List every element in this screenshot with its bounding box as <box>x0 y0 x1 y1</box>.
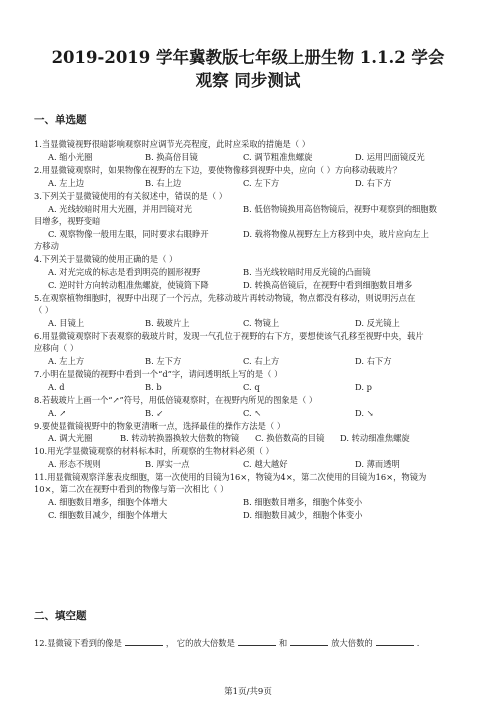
q12-text-end: . <box>416 638 420 648</box>
answer-option[interactable]: C. 物镜上 <box>243 318 280 328</box>
document-title-line1: 2019-2019 学年冀教版七年级上册生物 1.1.2 学会 <box>51 48 445 67</box>
q12-blank-1[interactable] <box>125 636 163 646</box>
answer-option[interactable]: D. ↘ <box>355 408 374 418</box>
answer-option[interactable]: C. 调节粗准焦螺旋 <box>243 152 313 162</box>
question-line: 10×，第二次在视野中看到的物像与第一次相比（ ） <box>34 484 229 494</box>
answer-option[interactable]: D. 运用凹面镜反光 <box>355 152 425 162</box>
q12-blank-3[interactable] <box>290 636 328 646</box>
answer-option[interactable]: B. b <box>145 382 162 392</box>
q12-text-2: ， 它的放大倍数是 <box>165 638 235 648</box>
answer-option[interactable]: C. 换倍数高的目镜 <box>255 433 325 443</box>
question-line: 7.小明在显微镜的视野中看到一个“d”字，请问透明纸上写的是（ ） <box>34 369 283 379</box>
answer-option[interactable]: B. 转动转换器换较大倍数的物镜 <box>120 433 240 443</box>
q12-text-4: 放大倍数的 <box>331 638 373 648</box>
answer-option[interactable]: A. 左上边 <box>48 178 85 188</box>
question-line: 11.用显微镜观察洋葱表皮细胞，第一次使用的目镜为16×，物镜为4×，第二次使用的目镜为16×，物镜为 <box>34 472 427 482</box>
question-line: 8.若载玻片上画一个“↗”符号，用低倍镜观察时，在视野内所见的图象是（ ） <box>34 395 318 405</box>
question-line: 5.在观察植物细胞时，视野中出现了一个污点，先移动玻片再转动物镜，物点都没有移动，则说明污点在 <box>34 293 416 303</box>
answer-option[interactable]: C. 逆时针方向转动粗准焦螺旋，使镜筒下降 <box>48 280 209 290</box>
answer-option[interactable]: D. 转动细准焦螺旋 <box>340 433 410 443</box>
question-line: 1.当显微镜视野很暗影响观察时应调节光亮程度，此时应采取的措施是（ ） <box>34 139 311 149</box>
answer-option[interactable]: C. q <box>243 382 260 392</box>
section-heading-fill-blank: 二、填空题 <box>34 610 87 622</box>
answer-option[interactable]: C. 左下方 <box>243 178 280 188</box>
answer-option[interactable]: B. 右上边 <box>145 178 182 188</box>
question-line: 方移动 <box>34 241 59 251</box>
question-line: 目增多，视野变暗 <box>34 216 101 226</box>
question-line: 3.下列关于显微镜使用的有关叙述中，错误的是（ ） <box>34 191 228 201</box>
answer-option[interactable]: D. 细胞数目减少，细胞个体变小 <box>243 510 363 520</box>
answer-option[interactable]: D. 薄而透明 <box>355 459 400 469</box>
answer-option[interactable]: B. ↙ <box>145 408 164 418</box>
answer-option[interactable]: D. p <box>355 382 372 392</box>
answer-option[interactable]: A. 光线较暗时用大光圈，并用凹镜对光 <box>48 204 193 214</box>
q12-text-1: 12.显微镜下看到的像是 <box>34 638 122 648</box>
question-12 <box>34 636 419 649</box>
answer-option[interactable]: B. 低倍物镜换用高倍物镜后，视野中观察到的细胞数 <box>243 204 437 214</box>
answer-option[interactable]: C. ↖ <box>243 408 262 418</box>
q12-text-3: 和 <box>278 638 288 648</box>
answer-option[interactable]: A. 调大光圈 <box>48 433 93 443</box>
answer-option[interactable]: A. 对光完成的标志是看到明亮的圆形视野 <box>48 267 201 277</box>
answer-option[interactable]: B. 细胞数目增多，细胞个体变小 <box>243 497 363 507</box>
page-footer: 第1页/共9页 <box>224 687 272 697</box>
question-line: 6.用显微镜观察时下表观察的载玻片时，发现一气孔位于视野的右下方，要想使该气孔移至视野中央，载片 <box>34 331 424 341</box>
answer-option[interactable]: A. ↗ <box>48 408 67 418</box>
answer-option[interactable]: D. 反光镜上 <box>355 318 400 328</box>
answer-option[interactable]: D. 载将物像从视野左上方移到中央，玻片应向左上 <box>243 229 429 239</box>
q12-blank-4[interactable] <box>376 636 414 646</box>
q12-blank-2[interactable] <box>238 636 276 646</box>
answer-option[interactable]: C. 观察物像一般用左眼，同时要求右眼睁开 <box>48 229 209 239</box>
answer-option[interactable]: B. 左下方 <box>145 356 182 366</box>
document-title-line2: 观察 同步测试 <box>195 71 301 90</box>
answer-option[interactable]: A. d <box>48 382 65 392</box>
answer-option[interactable]: D. 右下方 <box>355 356 392 366</box>
answer-option[interactable]: A. 细胞数目增多，细胞个体增大 <box>48 497 168 507</box>
answer-option[interactable]: B. 厚实一点 <box>145 459 190 469</box>
answer-option[interactable]: A. 目镜上 <box>48 318 85 328</box>
answer-option[interactable]: A. 缩小光圈 <box>48 152 93 162</box>
question-line: 10.用光学显微镜观察的材料标本时，所观察的生物材料必须（ ） <box>34 446 274 456</box>
question-line: （ ） <box>34 305 54 315</box>
answer-option[interactable]: A. 左上方 <box>48 356 85 366</box>
question-line: 2.用显微镜观察时，如果物像在视野的左下边，要使物像移到视野中央，应向（ ）方向移动载玻片？ <box>34 165 402 175</box>
answer-option[interactable]: B. 换高倍目镜 <box>145 152 198 162</box>
answer-option[interactable]: C. 右上方 <box>243 356 280 366</box>
answer-option[interactable]: B. 当光线较暗时用反光镜的凸面镜 <box>243 267 371 277</box>
answer-option[interactable]: D. 右下方 <box>355 178 392 188</box>
question-line: 应移向（ ） <box>34 343 79 353</box>
answer-option[interactable]: C. 细胞数目减少，细胞个体增大 <box>48 510 168 520</box>
section-heading-single-choice: 一、单选题 <box>34 114 87 126</box>
answer-option[interactable]: C. 越大越好 <box>243 459 288 469</box>
answer-option[interactable]: A. 形态不规则 <box>48 459 101 469</box>
question-line: 4.下列关于显微镜的使用正确的是（ ） <box>34 254 178 264</box>
question-line: 9.要使显微镜视野中的物象更清晰一点，选择最佳的操作方法是（ ） <box>34 421 286 431</box>
answer-option[interactable]: D. 转换高倍镜后，在视野中看到细胞数目增多 <box>243 280 413 290</box>
answer-option[interactable]: B. 载玻片上 <box>145 318 190 328</box>
